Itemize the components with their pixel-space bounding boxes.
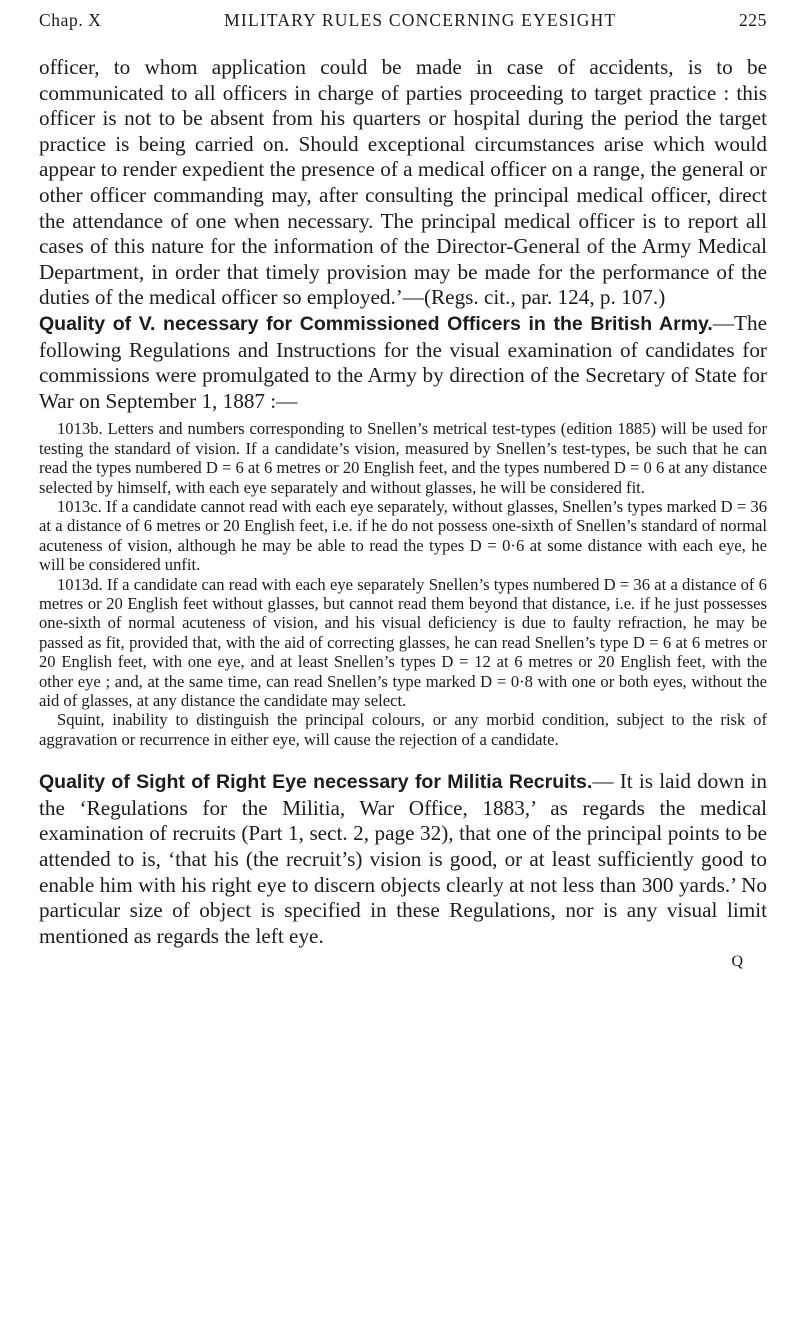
british-army-heading: Quality of V. necessary for Commissioned Officers in the British Army. [39,312,713,335]
page-number: 225 [738,10,767,30]
main-text [39,55,767,414]
regulations-block [39,419,767,749]
chapter-label: Chap. X [39,10,102,30]
regulation-1013d [39,575,767,711]
signature-mark: Q [731,953,743,971]
regulation-text: If a candidate cannot read with each eye separately, without glasses, Snellen’s types marked D = 36 at a distance of 6 metres or 20 English feet, i.e. if he do not possess one-sixth of Snellen’s standard of normal acuteness of vision, although he may be able to read the types D = 0·6 at some distance with each eye, he will be considered unfit. [39,496,767,575]
militia-section [39,769,767,949]
british-army-paragraph [39,311,767,414]
regulation-1013c [39,497,767,575]
regulation-number: 1013c. [57,496,102,516]
regulation-number: 1013d. [57,574,103,594]
british-army-text: —The following Regulations and Instructions for the visual examination of candidates for commissions were promulgated to the Army by direction of the Secretary of State for War on September 1, 1887 :— [39,310,767,413]
regulation-number: 1013b. [57,419,103,439]
militia-text: — It is laid down in the ‘Regulations for the Militia, War Office, 1883,’ as regards the medical examination of recruits (Part 1, sect. 2, page 32), that one of the principal points to be attended to is, ‘that his (the recruit’s) vision is good, or at least sufficiently good to enable him with his right eye to discern objects clearly at not less than 300 yards.’ No particular size of object is specified in these Regulations, nor is any visual limit mentioned as regards the left eye. [39,769,767,948]
intro-paragraph: officer, to whom application could be made in case of accidents, is to be communicated to all officers in charge of parties proceeding to target practice : this officer is not to be absent from his quarters or hospital during the period the target practice is being carried on. Should exceptional circumstances arise which would appear to render expedient the presence of a medical officer on a range, the general or other officer commanding may, after consulting the principal medical officer, direct the attendance of one when necessary. The principal medical officer is to report all cases of this nature for the information of the Director-General of the Army Medical Department, in order that timely provision may be made for the performance of the duties of the medical officer so employed.’—(Regs. cit., par. 124, p. 107.) [39,55,767,310]
regulation-squint [39,710,767,749]
regulation-text: Letters and numbers corresponding to Snellen’s metrical test-types (edition 1885) will be used for testing the standard of vision. If a candidate’s vision, measured by Snellen’s test-types, be such that he can read the types numbered D = 6 at 6 metres or 20 English feet, and the types numbered D = 0 6 at any distance selected by himself, with each eye separately and without glasses, he will be considered fit. [39,419,767,497]
running-title: MILITARY RULES CONCERNING EYESIGHT [224,10,617,30]
regulation-text: If a candidate can read with each eye separately Snellen’s types numbered D = 36 at a distance of 6 metres or 20 English feet without glasses, but cannot read them beyond that distance, i.e. if he just possesses one-sixth of normal acuteness of vision, and his visual deficiency is due to faulty refraction, he may be passed as fit, provided that, with the aid of correcting glasses, he can read Snellen’s type D = 6 at 6 metres or 20 English feet, with one eye, and at least Snellen’s types D = 12 at 6 metres or 20 English feet, with the other eye ; and, at the same time, can read Snellen’s type marked D = 0·8 with one or both eyes, without the aid of glasses, at any distance the candidate may select. [39,574,767,710]
book-page [39,10,767,971]
militia-heading: Quality of Sight of Right Eye necessary for Militia Recruits. [39,771,593,794]
regulation-text: Squint, inability to distinguish the principal colours, or any morbid condition, subject to the risk of aggravation or recurrence in either eye, will cause the rejection of a candidate. [39,710,767,749]
running-head [39,10,767,40]
militia-paragraph [39,769,767,949]
regulation-1013b [39,419,767,497]
